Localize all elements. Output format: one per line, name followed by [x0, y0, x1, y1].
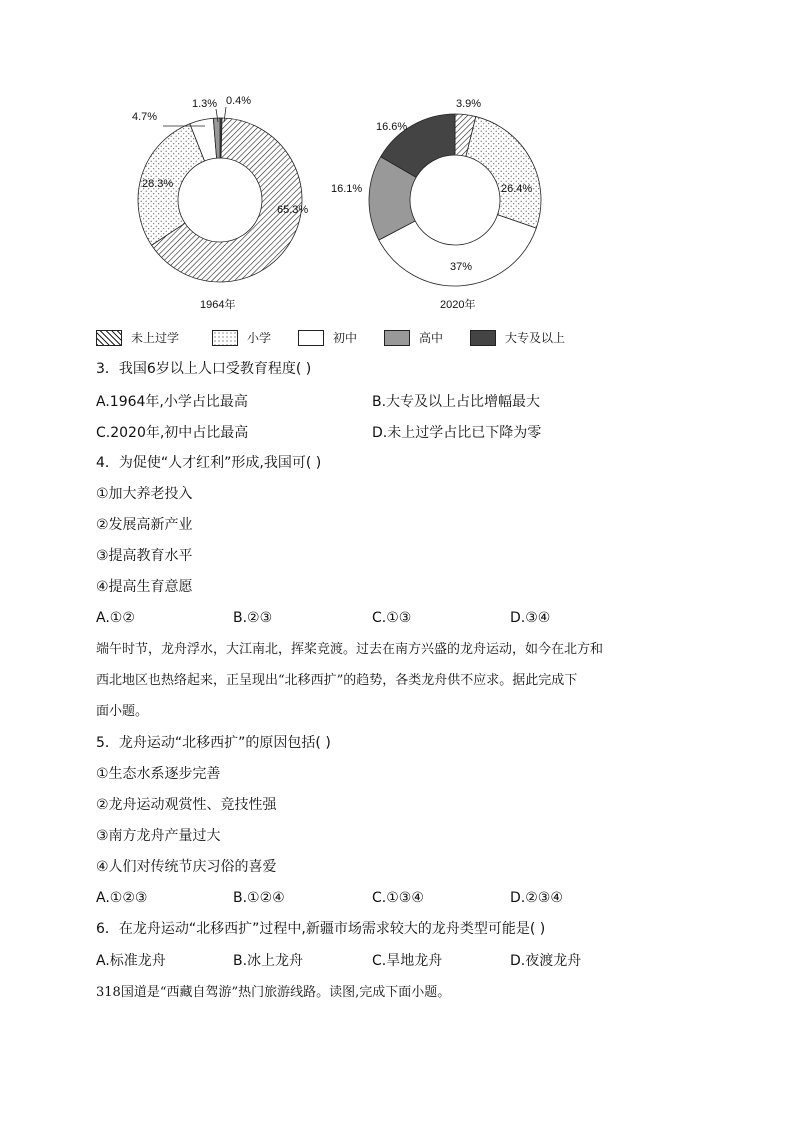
- q3-option-a[interactable]: A.1964年,小学占比最高: [96, 394, 248, 410]
- legend-item-college: [470, 329, 565, 346]
- question-5-stem: 5．龙舟运动“北移西扩”的原因包括( ): [96, 735, 331, 751]
- label-2020-none: 3.9%: [456, 98, 482, 110]
- question-6-stem: 6．在龙舟运动“北移西扩”过程中,新疆市场需求较大的龙舟类型可能是( ): [96, 921, 546, 937]
- q5-option-c[interactable]: C.①③④: [372, 890, 424, 906]
- question-4-stem: 4．为促使“人才红利”形成,我国可( ): [96, 455, 322, 471]
- chart-legend: [96, 329, 696, 349]
- label-2020-college: 16.6%: [376, 121, 408, 133]
- white-swatch-icon: [298, 330, 324, 346]
- q5-option-a[interactable]: A.①②③: [96, 890, 148, 906]
- passage-2-intro: 318国道是“西藏自驾游”热门旅游线路。读图,完成下面小题。: [96, 985, 451, 1000]
- label-1964-college: 0.4%: [226, 95, 252, 107]
- title-1964: 1964年: [200, 299, 236, 311]
- legend-label: 初中: [333, 331, 358, 345]
- q5-item: ①生态水系逐步完善: [96, 766, 221, 782]
- q5-option-d[interactable]: D.②③④: [510, 890, 563, 906]
- gray-swatch-icon: [384, 330, 410, 346]
- q6-option-b[interactable]: B.冰上龙舟: [233, 953, 304, 969]
- q3-option-d[interactable]: D.未上过学占比已下降为零: [372, 425, 542, 441]
- question-3-stem: 3．我国6岁以上人口受教育程度( ): [96, 361, 312, 377]
- q4-option-a[interactable]: A.①②: [96, 610, 135, 626]
- dark-swatch-icon: [470, 330, 496, 346]
- legend-item-senior: [384, 329, 443, 346]
- label-2020-senior: 16.1%: [331, 183, 363, 195]
- q4-option-c[interactable]: C.①③: [372, 610, 412, 626]
- label-1964-junior: 4.7%: [132, 111, 158, 123]
- q5-option-b[interactable]: B.①②④: [233, 890, 285, 906]
- legend-item-primary: [212, 329, 271, 346]
- q5-item: ③南方龙舟产量过大: [96, 828, 221, 844]
- q5-item: ④人们对传统节庆习俗的喜爱: [96, 859, 277, 875]
- q3-option-b[interactable]: B.大专及以上占比增幅最大: [372, 394, 541, 410]
- label-1964-primary: 28.3%: [142, 178, 174, 190]
- label-2020-primary: 26.4%: [501, 183, 533, 195]
- hatch-swatch-icon: [96, 330, 122, 346]
- passage-line: 端午时节，龙舟浮水，大江南北，挥桨竞渡。过去在南方兴盛的龙舟运动，如今在北方和: [96, 642, 604, 657]
- donut-slice-2020-primary: [466, 117, 541, 229]
- q4-option-b[interactable]: B.②③: [233, 610, 273, 626]
- legend-label: 大专及以上: [505, 331, 566, 345]
- legend-label: 小学: [247, 331, 272, 345]
- passage-line: 面小题。: [96, 704, 149, 719]
- q4-item: ①加大养老投入: [96, 486, 193, 502]
- legend-label: 高中: [419, 331, 444, 345]
- q3-option-c[interactable]: C.2020年,初中占比最高: [96, 425, 249, 441]
- label-1964-senior: 1.3%: [192, 98, 218, 110]
- label-2020-junior: 37%: [450, 261, 473, 273]
- legend-item-junior: [298, 329, 357, 346]
- donut-chart-1964: [138, 118, 302, 282]
- passage-line: 西北地区也热络起来，正呈现出“北移西扩”的趋势，各类龙舟供不应求。据此完成下: [96, 673, 578, 688]
- q5-item: ②龙舟运动观赏性、竞技性强: [96, 797, 277, 813]
- education-donut-charts: [0, 80, 794, 320]
- q6-option-a[interactable]: A.标准龙舟: [96, 953, 166, 969]
- q6-option-d[interactable]: D.夜渡龙舟: [510, 953, 582, 969]
- q4-item: ②发展高新产业: [96, 517, 193, 533]
- q4-item: ③提高教育水平: [96, 548, 193, 564]
- q6-option-c[interactable]: C.旱地龙舟: [372, 953, 443, 969]
- dots-swatch-icon: [212, 330, 238, 346]
- q4-option-d[interactable]: D.③④: [510, 610, 551, 626]
- title-2020: 2020年: [440, 299, 476, 311]
- legend-item-none: [96, 329, 179, 346]
- q4-item: ④提高生育意愿: [96, 579, 193, 595]
- label-1964-none: 65.3%: [277, 204, 309, 216]
- legend-label: 未上过学: [131, 331, 180, 345]
